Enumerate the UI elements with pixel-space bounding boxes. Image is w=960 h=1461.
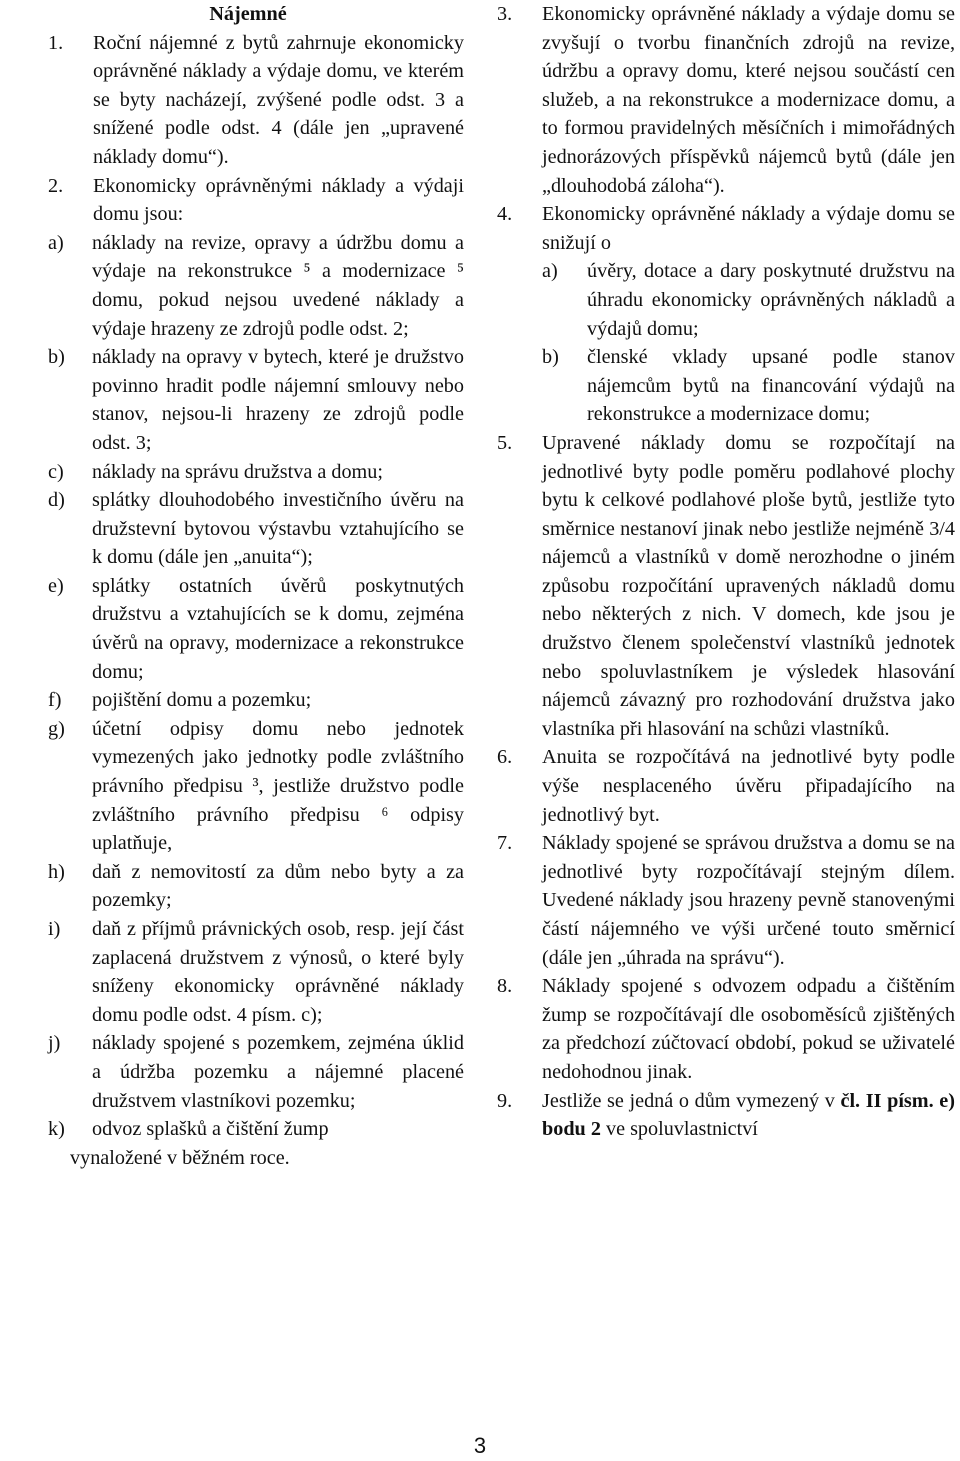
- paragraph-text: Ekonomicky oprávněné náklady a výdaje domu se snižují o: [542, 203, 955, 254]
- list-item: [48, 1115, 464, 1144]
- item-text: splátky ostatních úvěrů poskytnutých družstvu a vztahujících se k domu, zejména úvěrů na opravy, modernizace a rekonstrukce domu;: [92, 574, 464, 683]
- paragraph-number: 7.: [497, 832, 513, 855]
- list-tail-text: vynaložené v běžném roce.: [70, 1146, 290, 1169]
- paragraph-6: [497, 743, 955, 829]
- item-text: splátky dlouhodobého investičního úvěru na družstevní bytovou výstavbu vztahujícího se k domu (dále jen „anuita“);: [92, 489, 464, 569]
- paragraph-text: Ekonomicky oprávněné náklady a výdaje domu se zvyšují o tvorbu finančních zdrojů na revize, údržbu a opravy domu, které nejsou součástí cen služeb, a na rekonstrukce a modernizace domu, a to formou pravidelných měsíčních i mimořádných jednorázových příspěvků nájemců bytů (dále jen „dlouhodobá záloha“).: [542, 3, 955, 197]
- item-letter: e): [48, 574, 64, 597]
- paragraph-number: 6.: [497, 746, 513, 769]
- article-reference: čl. II písm. e) bodu 2: [542, 1089, 955, 1141]
- left-column: [48, 0, 464, 1172]
- list-item: [48, 229, 464, 343]
- list-item: [48, 1029, 464, 1115]
- list-item: [48, 715, 464, 858]
- paragraph-text: Anuita se rozpočítává na jednotlivé byty podle výše nesplaceného úvěru připadajícího na jednotlivý byt.: [542, 746, 955, 826]
- paragraph-3: [497, 0, 955, 200]
- paragraph-number: 3.: [497, 3, 513, 25]
- right-column: [497, 0, 955, 1144]
- list-item: [542, 343, 955, 429]
- list-item: [48, 343, 464, 457]
- item-letter: h): [48, 860, 65, 883]
- item-letter: c): [48, 460, 64, 483]
- page-number: 3: [473, 1433, 487, 1458]
- item-letter: f): [48, 689, 62, 712]
- item-letter: b): [542, 346, 559, 369]
- paragraph-number: 2.: [48, 174, 64, 197]
- paragraph-text: Upravené náklady domu se rozpočítají na jednotlivé byty podle poměru podlahové plochy bytu k celkové podlahové ploše bytů, jestliže tyto směrnice nestanoví jinak nebo jestliže nejméně 3/4 nájemců a vlastníků v domě nerozhodne o jiném způsobu rozpočítání upravených nákladů domu nebo některých z nich. V domech, kde jsou je družstvo členem společenství vlastníků jednotek nebo spoluvlastníkem je výsledek hlasování nájemců závazný pro rozhodování družstva jako vlastníka při hlasování na schůzi vlastníků.: [542, 431, 955, 740]
- paragraph-text: Náklady spojené s odvozem odpadu a čištěním žump se rozpočítávají dle osoboměsíců zjištěných za předchozí zúčtovací období, pokud se uživatelé nedohodnou jinak.: [542, 975, 955, 1083]
- item-text: daň z příjmů právnických osob, resp. její část zaplacená družstvem z výnosů, o které byly sníženy ekonomicky oprávněné náklady domu podle odst. 4 písm. c);: [92, 918, 464, 1026]
- list-item: [48, 858, 464, 915]
- list-item: [48, 572, 464, 686]
- list-item: [48, 486, 464, 572]
- paragraph-body: [542, 200, 955, 429]
- item-text: pojištění domu a pozemku;: [92, 689, 312, 712]
- paragraph-text: Náklady spojené se správou družstva a domu se na jednotlivé byty rozpočítávají stejným dílem. Uvedené náklady jsou hrazeny pevně stanovenými částí nájemného ve výši určené touto směrnicí (dále jen „úhrada na správu“).: [542, 832, 955, 969]
- paragraph-text: Roční nájemné z bytů zahrnuje ekonomicky oprávněné náklady a výdaje domu, ve kterém se byty nacházejí, zvýšené podle odst. 3 a snížené podle odst. 4 (dále jen „upravené náklady domu“).: [93, 31, 464, 168]
- item-letter: a): [48, 231, 64, 254]
- list-item: [48, 458, 464, 487]
- paragraph-7: [497, 829, 955, 972]
- item-text: členské vklady upsané podle stanov nájemcům bytů na financování výdajů na rekonstrukce a modernizace domu;: [587, 346, 955, 426]
- item-letter: d): [48, 489, 65, 512]
- paragraph-number: 5.: [497, 431, 513, 454]
- item-text: daň z nemovitostí za dům nebo byty a za pozemky;: [92, 860, 464, 912]
- item-letter: b): [48, 346, 65, 369]
- item-text: účetní odpisy domu nebo jednotek vymezených jako jednotky podle zvláštního právního předpisu ³, jestliže družstvo podle zvláštního právního předpisu ⁶ odpisy uplatňuje,: [92, 717, 464, 855]
- item-text: náklady na revize, opravy a údržbu domu a výdaje na rekonstrukce ⁵ a modernizace ⁵ domu, pokud nejsou uvedené náklady a výdaje hrazeny ze zdrojů podle odst. 2;: [92, 231, 464, 340]
- item-text: náklady na správu družstva a domu;: [92, 460, 383, 483]
- item-letter: g): [48, 717, 65, 740]
- paragraph-text-end: ve spoluvlastnictví: [600, 1118, 758, 1141]
- cost-items-list: [48, 229, 464, 1144]
- item-letter: a): [542, 260, 558, 283]
- item-letter: j): [48, 1032, 61, 1055]
- item-text: náklady na opravy v bytech, které je družstvo povinno hradit podle nájemní smlouvy nebo stanov, nejsou-li hrazeny ze zdrojů podle odst. 3;: [92, 346, 464, 454]
- item-letter: i): [48, 918, 61, 940]
- item-text: náklady spojené s pozemkem, zejména úklid a údržba pozemku a nájemné placené družstvem vlastníkovi pozemku;: [92, 1032, 464, 1112]
- paragraph-1: [48, 29, 464, 172]
- item-text: odvoz splašků a čištění žump: [92, 1118, 329, 1141]
- paragraph-9: [497, 1087, 955, 1144]
- paragraph-text: Ekonomicky oprávněnými náklady a výdaji domu jsou:: [93, 174, 464, 226]
- paragraph-2: [48, 172, 464, 229]
- paragraph-text: [542, 1087, 955, 1144]
- paragraph-number: 8.: [497, 975, 513, 998]
- item-text: úvěry, dotace a dary poskytnuté družstvu na úhradu ekonomicky oprávněných nákladů a výdajů domu;: [587, 260, 955, 340]
- reduction-items-list: [542, 257, 955, 429]
- list-item: [542, 257, 955, 343]
- paragraph-8: [497, 972, 955, 1086]
- list-item: [48, 915, 464, 1029]
- paragraph-number: 1.: [48, 31, 64, 54]
- section-heading: Nájemné: [209, 3, 287, 25]
- paragraph-5: [497, 429, 955, 744]
- paragraph-number: 9.: [497, 1089, 513, 1112]
- paragraph-text-start: Jestliže se jedná o dům vymezený v: [542, 1089, 841, 1112]
- paragraph-4: [497, 200, 955, 429]
- paragraph-number: 4.: [497, 203, 513, 226]
- item-letter: k): [48, 1118, 65, 1141]
- list-item: [48, 686, 464, 715]
